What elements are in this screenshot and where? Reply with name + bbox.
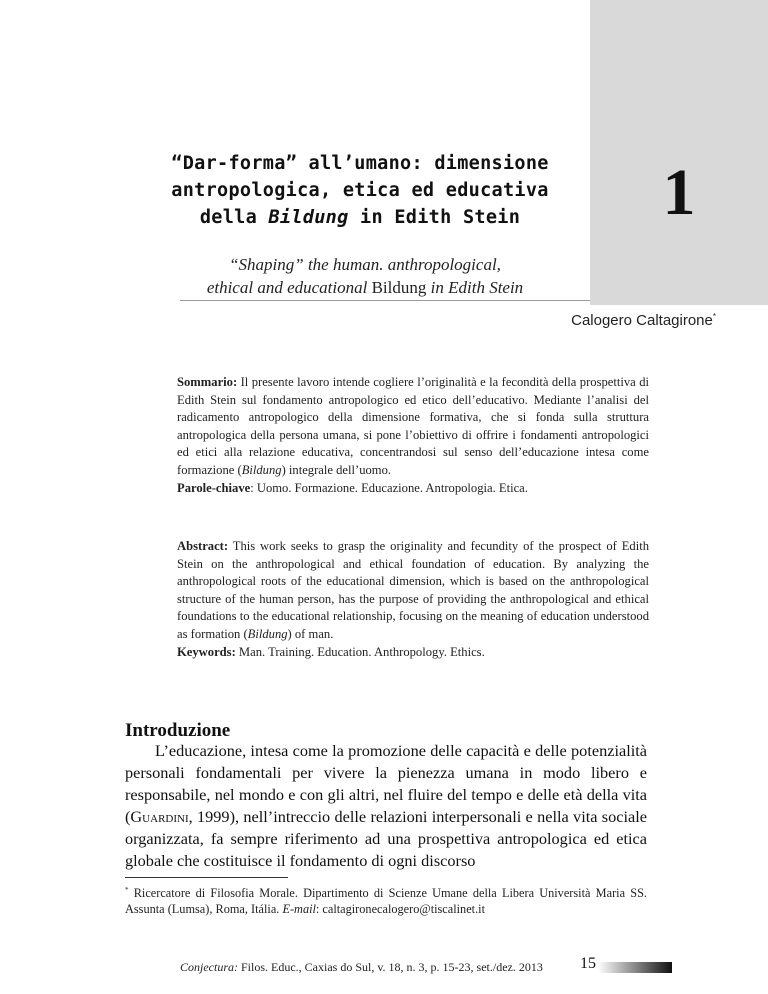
english-title <box>150 253 580 299</box>
italian-title-della: della <box>199 207 258 228</box>
parole-chiave-label: Parole-chiave <box>177 480 251 495</box>
journal-name: Conjectura: <box>180 960 238 974</box>
journal-citation: Filos. Educ., Caxias do Sul, v. 18, n. 3, p. 15-23, set./dez. 2013 <box>241 960 543 974</box>
keywords-label: Keywords: <box>177 644 236 659</box>
abstract-label: Abstract: <box>177 539 229 553</box>
footnote-email-label: E-mail <box>282 902 316 917</box>
citation-author: Guardini <box>130 807 189 826</box>
author-name <box>571 312 716 329</box>
chapter-sidebar <box>590 0 768 305</box>
italian-title-bildung: Bildung <box>268 207 349 228</box>
intro-text-1: L’educazione, intesa come la promozione delle capacità e delle potenzialità personali fondamentali per vivere la pienezza umana in modo libero e responsabile, nel mondo e con gli altri, nel fluire del tempo e delle età della vita ( <box>125 741 647 826</box>
page-number: 15 <box>580 955 596 972</box>
italian-title-line-1: “Dar-forma” all’umano: dimensione <box>171 153 549 174</box>
italian-title-end: in Edith Stein <box>360 207 521 228</box>
sommario-bildung: Bildung <box>241 462 282 477</box>
sommario-label: Sommario: <box>177 375 238 389</box>
sommario-block <box>177 374 649 497</box>
italian-title-line-3 <box>140 204 580 231</box>
footnote-email: : caltagironecalogero@tiscalinet.it <box>315 902 485 917</box>
intro-text-2: , 1999), nell’intreccio delle relazioni interpersonali e nella vita sociale organizzata, fa sempre riferimento ad una prospettiva antropologica ed etica globale che costituisce il fondamento di ogni discorso <box>125 807 647 870</box>
keywords-text: Man. Training. Education. Anthropology. Ethics. <box>238 644 485 659</box>
parole-chiave-text: : Uomo. Formazione. Educazione. Antropologia. Etica. <box>250 480 528 495</box>
introduction-body <box>125 740 647 872</box>
footnote-divider <box>125 877 288 878</box>
footer-gradient-bar <box>598 962 672 973</box>
section-heading-introduzione: Introduzione <box>125 720 231 741</box>
english-title-ethical: ethical and educational <box>206 278 368 297</box>
sommario-text-2: ) integrale dell’uomo. <box>281 462 392 477</box>
italian-title-line-2: antropologica, etica ed educativa <box>171 180 549 201</box>
english-title-line-2 <box>150 276 580 299</box>
italian-title <box>140 150 580 231</box>
abstract-text-1: This work seeks to grasp the originality and fecundity of the prospect of Edith Stein on the anthropological and ethical foundation of education. By analyzing the anthropological roots of the educational dimension, which is based on the anthropological structure of the human person, has the purpose of providing the anthropological and ethical foundations to the educational relationship, focusing on the meaning of education understood as formation ( <box>177 539 650 641</box>
abstract-text-2: ) of man. <box>287 626 334 641</box>
abstract-bildung: Bildung <box>247 626 288 641</box>
author-footnote-mark: * <box>712 312 716 321</box>
english-title-line-1: “Shaping” the human. anthropological, <box>229 255 501 274</box>
journal-footer <box>180 960 543 975</box>
sommario-text-1: Il presente lavoro intende cogliere l’originalità e la fecondità della prospettiva di Edith Stein sul fondamento antropologico ed etico dell’educativo. Mediante l’analisi del radicamento antropologico della dimensione formativa, che si fonda sulla struttura antropologica della persona umana, si pone l’obiettivo di offrire i fondamenti antropologici ed etici alla relazione educativa, concentrandosi sul senso dell’educazione intesa come formazione ( <box>177 375 649 477</box>
footnote-mark: * <box>125 886 129 894</box>
title-divider <box>180 300 590 301</box>
chapter-number: 1 <box>662 156 696 229</box>
footnote <box>125 882 647 917</box>
introduction-paragraph <box>125 740 647 872</box>
english-title-end: in Edith Stein <box>430 278 524 297</box>
abstract-block <box>177 538 649 661</box>
footnote-text: Ricercatore di Filosofia Morale. Dipartimento di Scienze Umane della Libera Università Maria SS. Assunta (Lumsa), Roma, Itália. <box>125 886 648 917</box>
author-name-text: Calogero Caltagirone <box>571 312 713 329</box>
english-title-bildung: Bildung <box>371 278 427 297</box>
